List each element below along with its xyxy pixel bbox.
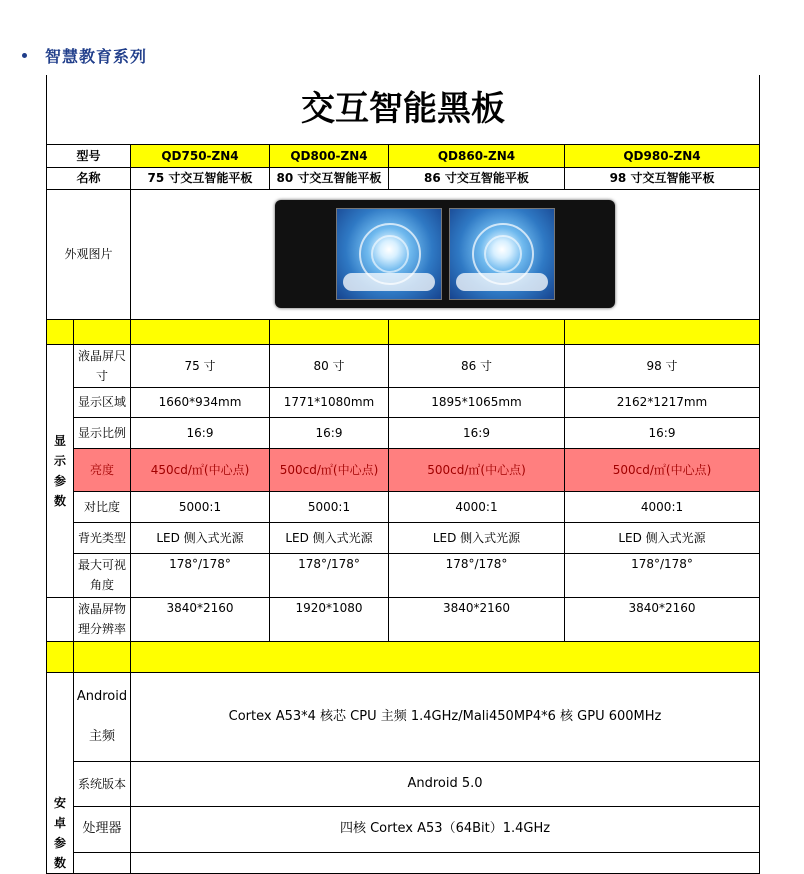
appearance-label: 外观图片 [47, 189, 131, 319]
name-label: 名称 [47, 167, 131, 189]
spec-row-resolution [47, 597, 760, 641]
spec-value: LED 侧入式光源 [565, 522, 760, 553]
spec-row-size [47, 344, 760, 387]
spec-value: 500cd/㎡(中心点) [565, 448, 760, 491]
spec-value: 5000:1 [131, 491, 270, 522]
model-label: 型号 [47, 144, 131, 167]
doc-title: 交互智能黑板 [47, 75, 760, 144]
spec-value: 75 寸 [131, 344, 270, 387]
spec-value: 3840*2160 [131, 597, 270, 641]
spec-value: LED 侧入式光源 [270, 522, 389, 553]
spec-value: LED 侧入式光源 [131, 522, 270, 553]
name-row [47, 167, 760, 189]
spec-label: 显示比例 [74, 417, 131, 448]
spec-value: 4000:1 [565, 491, 760, 522]
spec-label: 液晶屏物理分辨率 [74, 597, 131, 641]
spec-row-ratio [47, 417, 760, 448]
spec-value: 178°/178° [270, 553, 389, 597]
spec-value: LED 侧入式光源 [389, 522, 565, 553]
spec-value: 4000:1 [389, 491, 565, 522]
spec-value: 3840*2160 [389, 597, 565, 641]
smart-board-image [275, 200, 615, 308]
spec-label: 背光类型 [74, 522, 131, 553]
spec-value: 178°/178° [565, 553, 760, 597]
spec-value-wide: Cortex A53*4 核芯 CPU 主频 1.4GHz/Mali450MP4*6 核 GPU 600MHz [131, 672, 760, 761]
spec-value: 16:9 [270, 417, 389, 448]
board-screen-right [449, 208, 555, 300]
spec-value: 1660*934mm [131, 387, 270, 417]
model-row [47, 144, 760, 167]
display-group-label: 显示参数 [47, 344, 74, 597]
spec-value: 2162*1217mm [565, 387, 760, 417]
section-heading [22, 42, 147, 68]
title-row [47, 75, 760, 144]
spec-value-wide: Android 5.0 [131, 761, 760, 807]
yellow-spacer-row [47, 641, 760, 672]
spec-row-area [47, 387, 760, 417]
spec-value: 98 寸 [565, 344, 760, 387]
spec-label: 显示区域 [74, 387, 131, 417]
appearance-image-cell [131, 189, 760, 319]
name-cell: 80 寸交互智能平板 [270, 167, 389, 189]
spec-value: 86 寸 [389, 344, 565, 387]
spec-row-brightness [47, 448, 760, 491]
name-cell: 75 寸交互智能平板 [131, 167, 270, 189]
spec-value: 5000:1 [270, 491, 389, 522]
spec-label: 液晶屏尺寸 [74, 344, 131, 387]
spec-value: 1771*1080mm [270, 387, 389, 417]
spec-value: 16:9 [131, 417, 270, 448]
spec-value: 500cd/㎡(中心点) [389, 448, 565, 491]
model-cell: QD800-ZN4 [270, 144, 389, 167]
spec-value: 178°/178° [131, 553, 270, 597]
spec-value: 16:9 [389, 417, 565, 448]
spec-row-backlight [47, 522, 760, 553]
spec-table [46, 75, 760, 874]
appearance-row [47, 189, 760, 319]
model-cell: QD980-ZN4 [565, 144, 760, 167]
model-cell: QD860-ZN4 [389, 144, 565, 167]
spec-label: 最大可视角度 [74, 553, 131, 597]
yellow-spacer-row [47, 319, 760, 344]
spec-row-viewing-angle [47, 553, 760, 597]
android-group-label: 安卓参数 [47, 672, 74, 873]
name-cell: 86 寸交互智能平板 [389, 167, 565, 189]
bullet-icon [22, 53, 27, 58]
spec-label: Android 主频 [74, 672, 131, 761]
spec-label: 亮度 [74, 448, 131, 491]
spec-row-contrast [47, 491, 760, 522]
spec-value: 1895*1065mm [389, 387, 565, 417]
spec-value: 3840*2160 [565, 597, 760, 641]
android-row-processor [47, 807, 760, 853]
board-screen-left [336, 208, 442, 300]
spec-value: 80 寸 [270, 344, 389, 387]
spec-value: 500cd/㎡(中心点) [270, 448, 389, 491]
spec-value-wide: 四核 Cortex A53（64Bit）1.4GHz [131, 807, 760, 853]
android-row-version [47, 761, 760, 807]
android-row-next [47, 852, 760, 873]
model-cell: QD750-ZN4 [131, 144, 270, 167]
spec-value: 450cd/㎡(中心点) [131, 448, 270, 491]
spec-label: 处理器 [74, 807, 131, 853]
spec-value: 16:9 [565, 417, 760, 448]
section-title: 智慧教育系列 [45, 46, 148, 66]
android-row-frequency [47, 672, 760, 761]
spec-label: 对比度 [74, 491, 131, 522]
spec-label: 系统版本 [74, 761, 131, 807]
name-cell: 98 寸交互智能平板 [565, 167, 760, 189]
spec-value: 1920*1080 [270, 597, 389, 641]
spec-value: 178°/178° [389, 553, 565, 597]
